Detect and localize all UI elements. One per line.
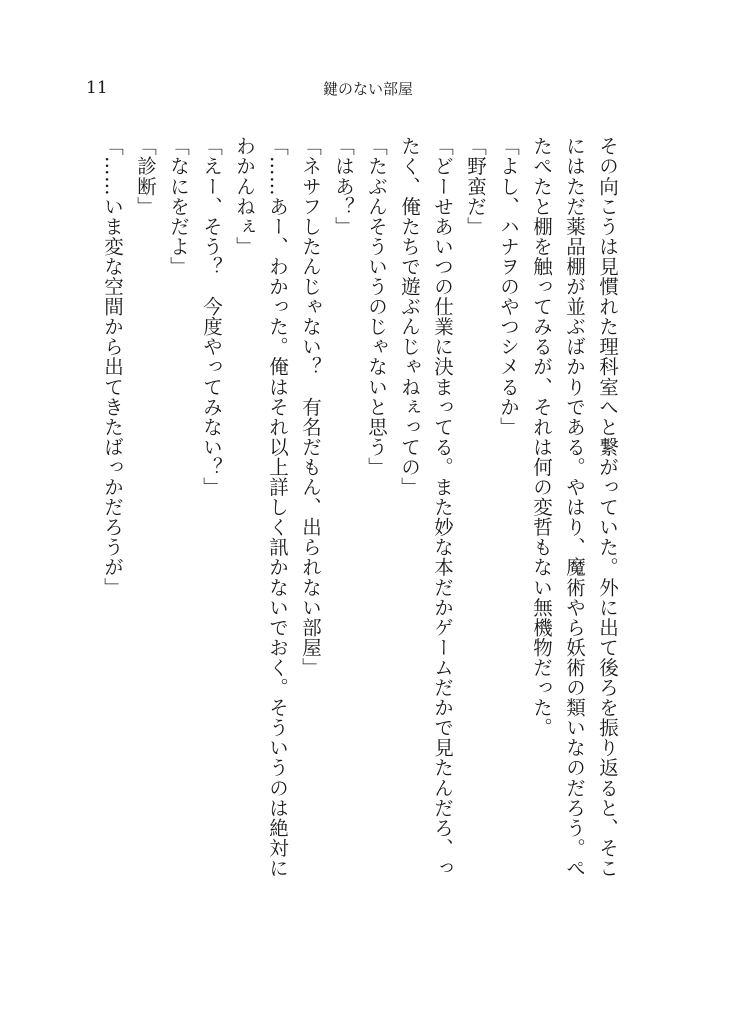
text-line: 「……いま変な空間から出てきたばっかだろうが」 [101, 136, 124, 598]
text-line: 「どーせあいつの仕業に決まってる。また妙な本だかゲームだかで見たんだろ、っ [431, 136, 454, 878]
text-line: 「野蛮だ」 [464, 136, 487, 237]
text-line: 「ネサフしたんじゃない？ 有名だもん、出られない部屋」 [299, 136, 322, 678]
page-number: 11 [86, 78, 108, 98]
text-line: 「……あー、わかった。俺はそれ以上詳しく訊かないでおく。そういうのは絶対に [266, 136, 289, 878]
text-line: 「なにをだよ」 [167, 136, 190, 277]
running-title: 鍵のない部屋 [322, 80, 413, 98]
text-line: その向こうは見慣れた理科室へと繋がっていた。外に出て後ろを振り返ると、そこ [596, 136, 619, 878]
text-line: 「えー、そう？ 今度やってみない？」 [200, 136, 223, 497]
text-line: にはただ薬品棚が並ぶばかりである。やはり、魔術やら妖術の類いなのだろう。ぺ [563, 136, 586, 878]
text-line: 「たぶんそういうのじゃないと思う」 [365, 136, 388, 477]
body-text [84, 136, 624, 936]
text-line: 「診断」 [134, 136, 157, 217]
text-line: たぺたと棚を触ってみるが、それは何の変哲もない無機物だった。 [530, 136, 553, 738]
text-line: たく、俺たちで遊ぶんじゃねぇっての」 [398, 136, 421, 497]
text-line: 「よし、ハナヲのやつシメるか」 [497, 136, 520, 437]
text-line: わかんねぇ」 [233, 136, 256, 257]
text-line: 「はあ？」 [332, 136, 355, 237]
